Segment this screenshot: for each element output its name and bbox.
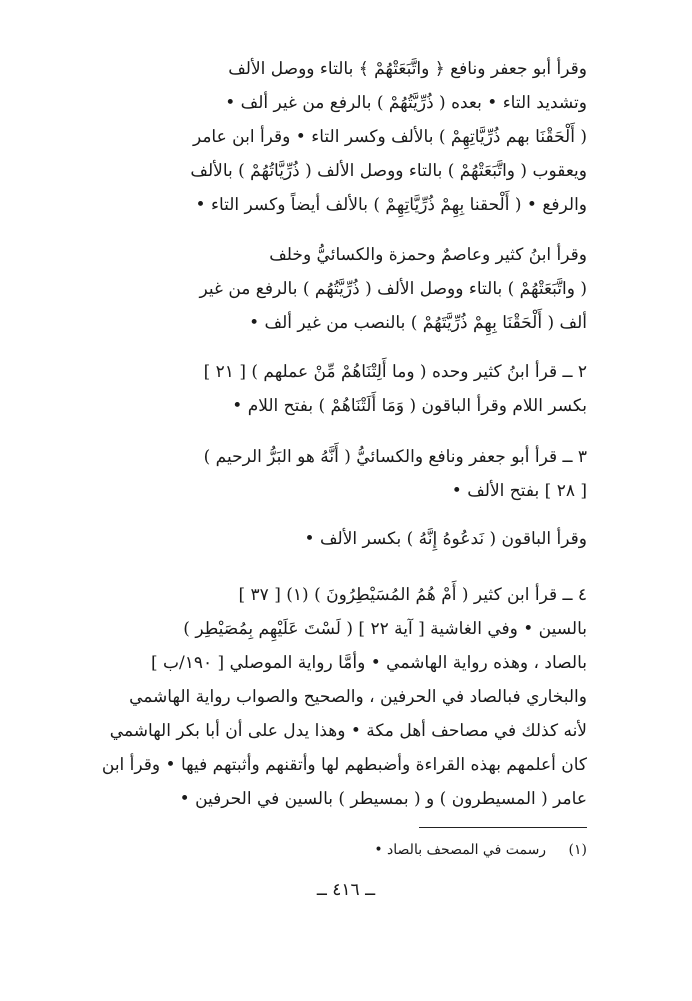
- footnote-divider: [419, 827, 587, 828]
- text-line: لأنه كذلك في مصاحف أهل مكة • وهذا يدل على أن أبا بكر الهاشمي: [109, 721, 587, 741]
- text-line: [ ٢٨ ] بفتح الألف •: [451, 481, 587, 501]
- paragraph-3: [99, 355, 587, 423]
- text-line: وتشديد التاء • بعده ( ذُرِّيَّتُهُمْ ) بالرفع من غير ألف •: [225, 93, 587, 113]
- text-line: بالسين • وفي الغاشية [ آية ٢٢ ] ( لَسْتَ عَلَيْهِم بِمُصَيْطِر ): [183, 619, 587, 639]
- text-line: كان أعلمهم بهذه القراءة وأضبطهم لها وأتقنهم وأثبتهم فيها • وقرأ ابن: [101, 755, 587, 775]
- paragraph-6: [99, 578, 587, 816]
- text-line: ٢ ــ قرأ ابنُ كثير وحده ( وما أَلِتْنَاهُمْ مِّنْ عملهم ) [ ٢١ ]: [203, 362, 587, 382]
- footnote-number: (١): [568, 842, 587, 858]
- text-line: والبخاري فبالصاد في الحرفين ، والصحيح والصواب رواية الهاشمي: [129, 687, 587, 707]
- footnote-text: رسمت في المصحف بالصاد •: [374, 842, 547, 858]
- footnote: [99, 838, 587, 862]
- text-line: بالصاد ، وهذه رواية الهاشمي • وأمَّا رواية الموصلي [ ١٩٠/ب ]: [150, 653, 587, 673]
- text-line: ٤ ــ قرأ ابن كثير ( أَمْ هُمُ المُسَيْطِرُونَ ) (١) [ ٣٧ ]: [238, 585, 587, 605]
- text-line: ٣ ــ قرأ أبو جعفر ونافع والكسائيُّ ( أَنَّهُ هو البَرُّ الرحيم ): [203, 447, 587, 467]
- text-line: بكسر اللام وقرأ الباقون ( وَمَا أَلَتْنَاهُمْ ) بفتح اللام •: [232, 396, 587, 416]
- text-line: وقرأ ابنُ كثير وعاصمٌ وحمزة والكسائيُّ وخلف: [269, 245, 587, 265]
- text-line: ( أَلْحَقْنَا بهم ذُرِّيَّاتِهِمْ ) بالألف وكسر التاء • وقرأ ابن عامر: [192, 127, 587, 147]
- page-number: ــ ٤١٦ ــ: [316, 880, 376, 900]
- text-line: وقرأ الباقون ( نَدعُوهُ إِنَّهُ ) بكسر الألف •: [304, 529, 587, 549]
- text-line: ( واتَّبَعَتْهُمْ ) بالتاء ووصل الألف ( ذُرِّيَّتُهُم ) بالرفع من غير: [199, 279, 587, 299]
- paragraph-5: [99, 522, 587, 556]
- text-line: وقرأ أبو جعفر ونافع ﴿ واتَّبَعَتْهُمْ ﴾ بالتاء ووصل الألف: [228, 59, 587, 79]
- paragraph-1: [99, 52, 587, 222]
- text-line: والرفع • ( أَلْحقنا بِهِمْ ذُرِّيَّاتِهِمْ ) بالألف أيضاً وكسر التاء •: [195, 195, 587, 215]
- paragraph-2: [99, 238, 587, 340]
- text-line: عامر ( المسيطرون ) و ( بمسيطر ) بالسين في الحرفين •: [179, 789, 587, 809]
- text-line: ويعقوب ( واتَّبَعَتْهُمْ ) بالتاء ووصل الألف ( ذُرِّيَّاتُهُمْ ) بالألف: [190, 161, 587, 181]
- text-line: ألف ( أَلْحَقْنَا بِهِمْ ذُرِّيَّتَهُمْ ) بالنصب من غير ألف •: [249, 313, 587, 333]
- paragraph-4: [99, 440, 587, 508]
